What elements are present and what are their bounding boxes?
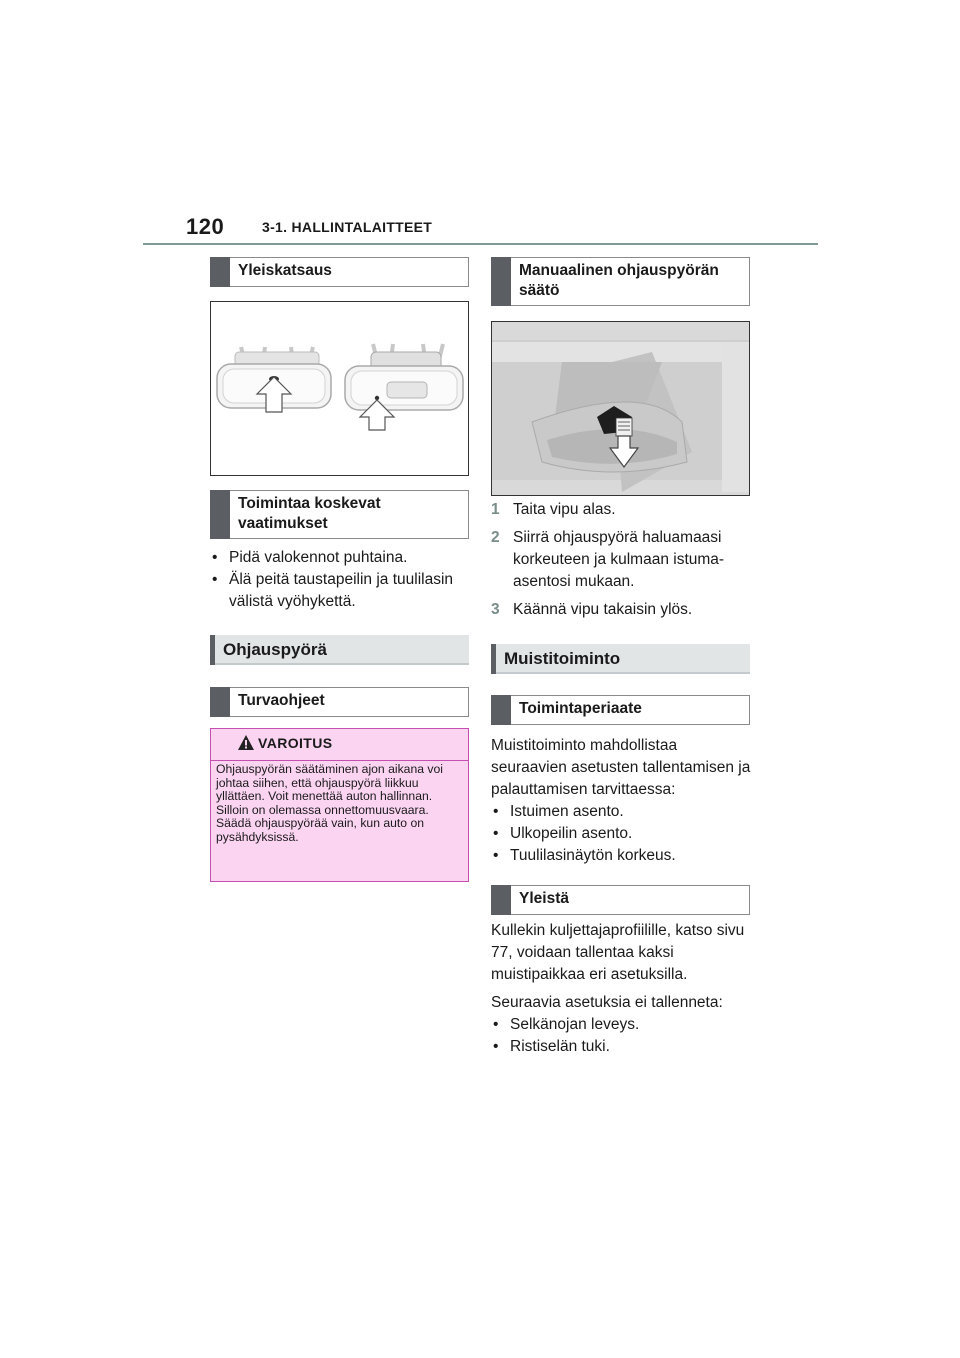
list-item: • Selkänojan leveys. <box>491 1014 753 1036</box>
subheading-bar <box>491 257 511 306</box>
steps-list <box>491 499 753 627</box>
header-rule <box>143 243 818 245</box>
step-text: Käännä vipu takaisin ylös. <box>513 601 693 618</box>
subheading-bar <box>210 257 230 287</box>
step-item <box>491 499 753 521</box>
list-item: • Älä peitä taustapeilin ja tuulilasin välistä vyöhykettä. <box>210 569 472 613</box>
requirements-list <box>210 547 472 613</box>
step-text: Taita vipu alas. <box>513 501 616 518</box>
heading-bar <box>491 644 496 674</box>
heading-bar <box>210 635 215 665</box>
warning-text: Ohjauspyörän säätäminen ajon aikana voi johtaa siihen, että ohjauspyörä liikkuu yllättäen. Voit menettää auton hallinnan. Silloin on olemassa onnettomuusvaara. Säädä ohjauspyörää vain, kun auto on pysähdyksissä. <box>216 762 443 844</box>
general-text <box>491 920 753 1058</box>
subheading-label: Yleistä <box>519 890 569 907</box>
step-number: 1 <box>491 501 500 518</box>
subheading-bar <box>491 885 511 915</box>
subheading-bar <box>210 490 230 539</box>
subheading-label: Toimintaa koskevat vaatimukset <box>238 495 381 532</box>
subheading-label: Turvaohjeet <box>238 692 325 709</box>
heading-label: Muistitoiminto <box>504 649 621 668</box>
list-item: • Ristiselän tuki. <box>491 1036 753 1058</box>
list-item: • Istuimen asento. <box>491 801 753 823</box>
list-item: • Ulkopeilin asento. <box>491 823 753 845</box>
subheading-yleiskatsaus <box>210 257 469 287</box>
list-item: • Tuulilasinäytön korkeus. <box>491 845 753 867</box>
subheading-bar <box>491 695 511 725</box>
paragraph: Seuraavia asetuksia ei tallenneta: <box>491 994 723 1011</box>
subheading-label: Manuaalinen ohjauspyörän säätö <box>519 262 719 299</box>
step-number: 3 <box>491 601 500 618</box>
heading-ohjauspyora <box>210 635 469 665</box>
warning-icon <box>237 734 255 751</box>
memory-intro <box>491 735 753 867</box>
warning-box <box>210 728 469 882</box>
subheading-toimintaa <box>210 490 469 539</box>
page-number: 120 <box>186 214 225 239</box>
step-item <box>491 599 753 621</box>
intro-paragraph: Muistitoiminto mahdollistaa seuraavien asetusten tallentamisen ja palauttamisen tarvittaessa: <box>491 737 751 798</box>
subheading-label: Toimintaperiaate <box>519 700 642 717</box>
step-item <box>491 527 753 593</box>
warning-title: VAROITUS <box>258 735 333 751</box>
list-item: • Pidä valokennot puhtaina. <box>210 547 472 569</box>
steering-lever-image <box>492 322 749 495</box>
steering-lever-illustration <box>491 321 750 496</box>
subheading-yleista <box>491 885 750 915</box>
subheading-bar <box>210 687 230 717</box>
section-title: 3-1. HALLINTALAITTEET <box>262 219 433 235</box>
subheading-toimintaperiaate <box>491 695 750 725</box>
mirror-image <box>211 302 468 475</box>
warning-header <box>211 729 468 758</box>
subheading-turvaohjeet <box>210 687 469 717</box>
heading-label: Ohjauspyörä <box>223 640 327 659</box>
step-number: 2 <box>491 529 500 546</box>
heading-muistitoiminto <box>491 644 750 674</box>
subheading-label: Yleiskatsaus <box>238 262 332 279</box>
paragraph: Kullekin kuljettajaprofiilille, katso sivu 77, voidaan tallentaa kaksi muistipaikkaa eri asetuksilla. <box>491 922 745 983</box>
mirror-illustration <box>210 301 469 476</box>
subheading-manuaalinen <box>491 257 750 306</box>
warning-divider <box>211 760 468 761</box>
step-text: Siirrä ohjauspyörä haluamaasi korkeuteen ja kulmaan istumaasentosi mukaan. <box>513 529 725 590</box>
